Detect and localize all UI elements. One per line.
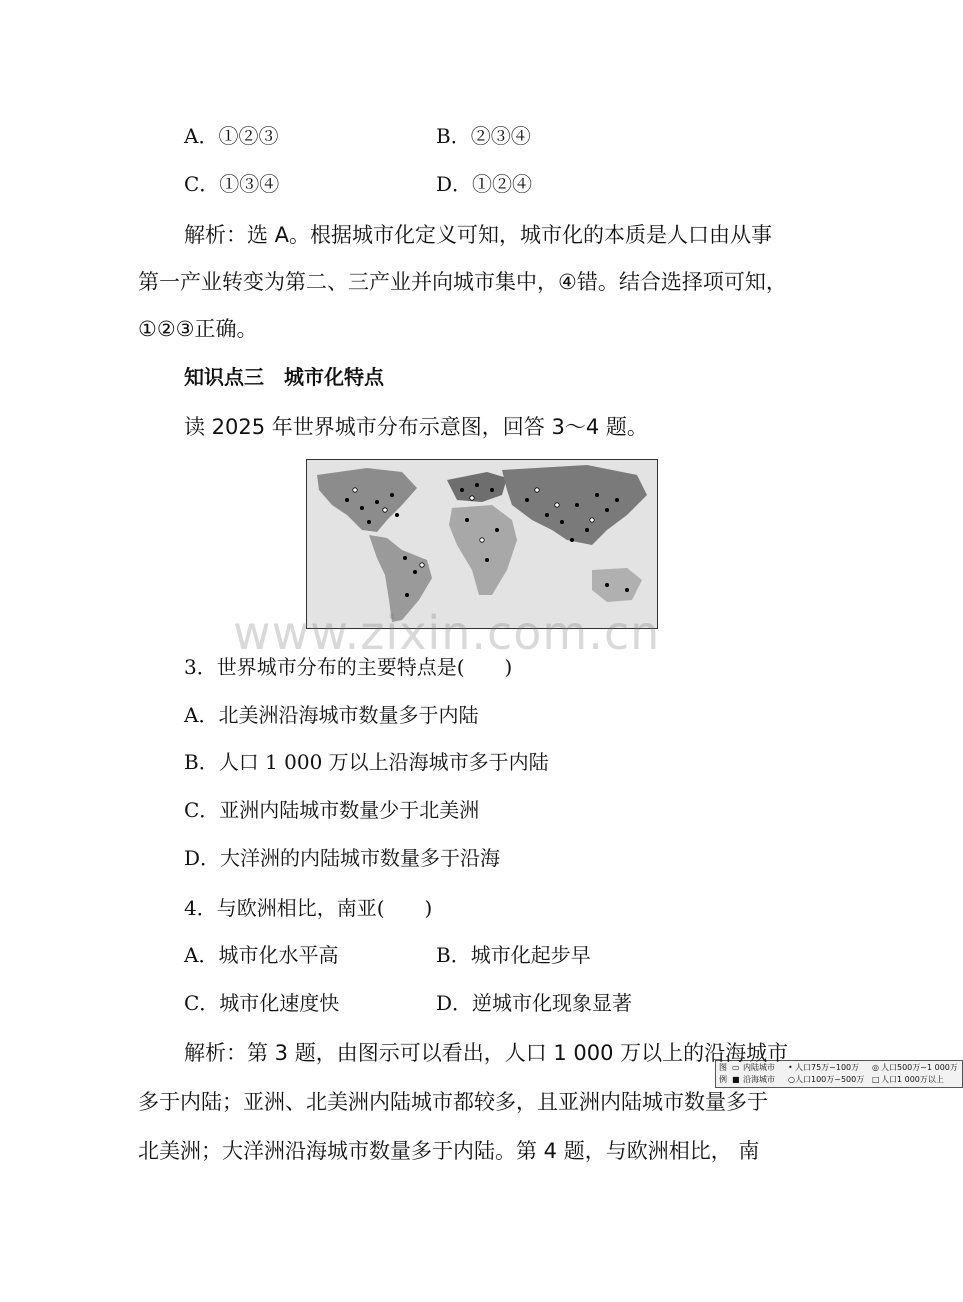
legend-coastal: 沿海城市 — [743, 1075, 775, 1084]
q2-option-c: C．①③④ — [184, 172, 280, 196]
q4-stem: 4．与欧洲相比，南亚( ) — [184, 896, 433, 920]
q4-option-b: B．城市化起步早 — [436, 943, 591, 967]
q3-option-c: C．亚洲内陆城市数量少于北美洲 — [184, 798, 480, 822]
analysis2-line2: 多于内陆；亚洲、北美洲内陆城市都较多，且亚洲内陆城市数量多于 — [138, 1090, 768, 1114]
q4-option-c: C．城市化速度快 — [184, 991, 340, 1015]
legend-pop1-marker: • — [788, 1063, 793, 1072]
legend-title-2: 例 — [719, 1075, 727, 1084]
legend-inland-swatch: ▭ — [732, 1063, 740, 1072]
section-title: 知识点三 城市化特点 — [184, 365, 384, 389]
q3-option-d: D．大洋洲的内陆城市数量多于沿海 — [184, 846, 501, 870]
legend-pop3-marker: ◎ — [872, 1063, 879, 1072]
analysis1-line3: ①②③正确。 — [138, 317, 258, 341]
q3-option-b: B．人口 1 000 万以上沿海城市多于内陆 — [184, 750, 549, 774]
legend-inland: 内陆城市 — [743, 1063, 775, 1072]
analysis1-line2: 第一产业转变为第二、三产业并向城市集中，④错。结合选择项可知， — [138, 270, 787, 294]
q4-option-d: D．逆城市化现象显著 — [436, 991, 633, 1015]
q2-option-b: B．②③④ — [436, 124, 531, 148]
q4-option-a: A．城市化水平高 — [184, 943, 339, 967]
analysis2-line3: 北美洲；大洋洲沿海城市数量多于内陆。第 4 题，与欧洲相比， 南 — [138, 1139, 760, 1163]
legend-pop3: 人口500万~1 000万 — [881, 1063, 958, 1072]
legend-title-1: 图 — [719, 1063, 727, 1072]
legend-pop1: 人口75万~100万 — [795, 1063, 860, 1072]
legend-pop2: 人口100万~500万 — [795, 1075, 865, 1084]
q3-option-a: A．北美洲沿海城市数量多于内陆 — [184, 703, 479, 727]
analysis1-line1: 解析：选 A。根据城市化定义可知，城市化的本质是人口由从事 — [184, 223, 773, 247]
q2-option-a: A．①②③ — [184, 124, 279, 148]
world-map-graphic — [307, 460, 657, 628]
legend-coastal-swatch: ■ — [732, 1075, 740, 1084]
q3-stem: 3．世界城市分布的主要特点是( ) — [184, 655, 513, 679]
watermark: www.zixin.com.cn — [233, 606, 661, 660]
legend-pop4-marker: □ — [872, 1075, 880, 1084]
legend-pop2-marker: ○ — [788, 1075, 795, 1084]
intro-text: 读 2025 年世界城市分布示意图，回答 3～4 题。 — [184, 415, 648, 439]
legend-pop4: 人口1 000万以上 — [881, 1075, 944, 1084]
q2-option-d: D．①②④ — [436, 172, 533, 196]
analysis2-line1: 解析：第 3 题，由图示可以看出，人口 1 000 万以上的沿海城市 — [184, 1041, 789, 1065]
